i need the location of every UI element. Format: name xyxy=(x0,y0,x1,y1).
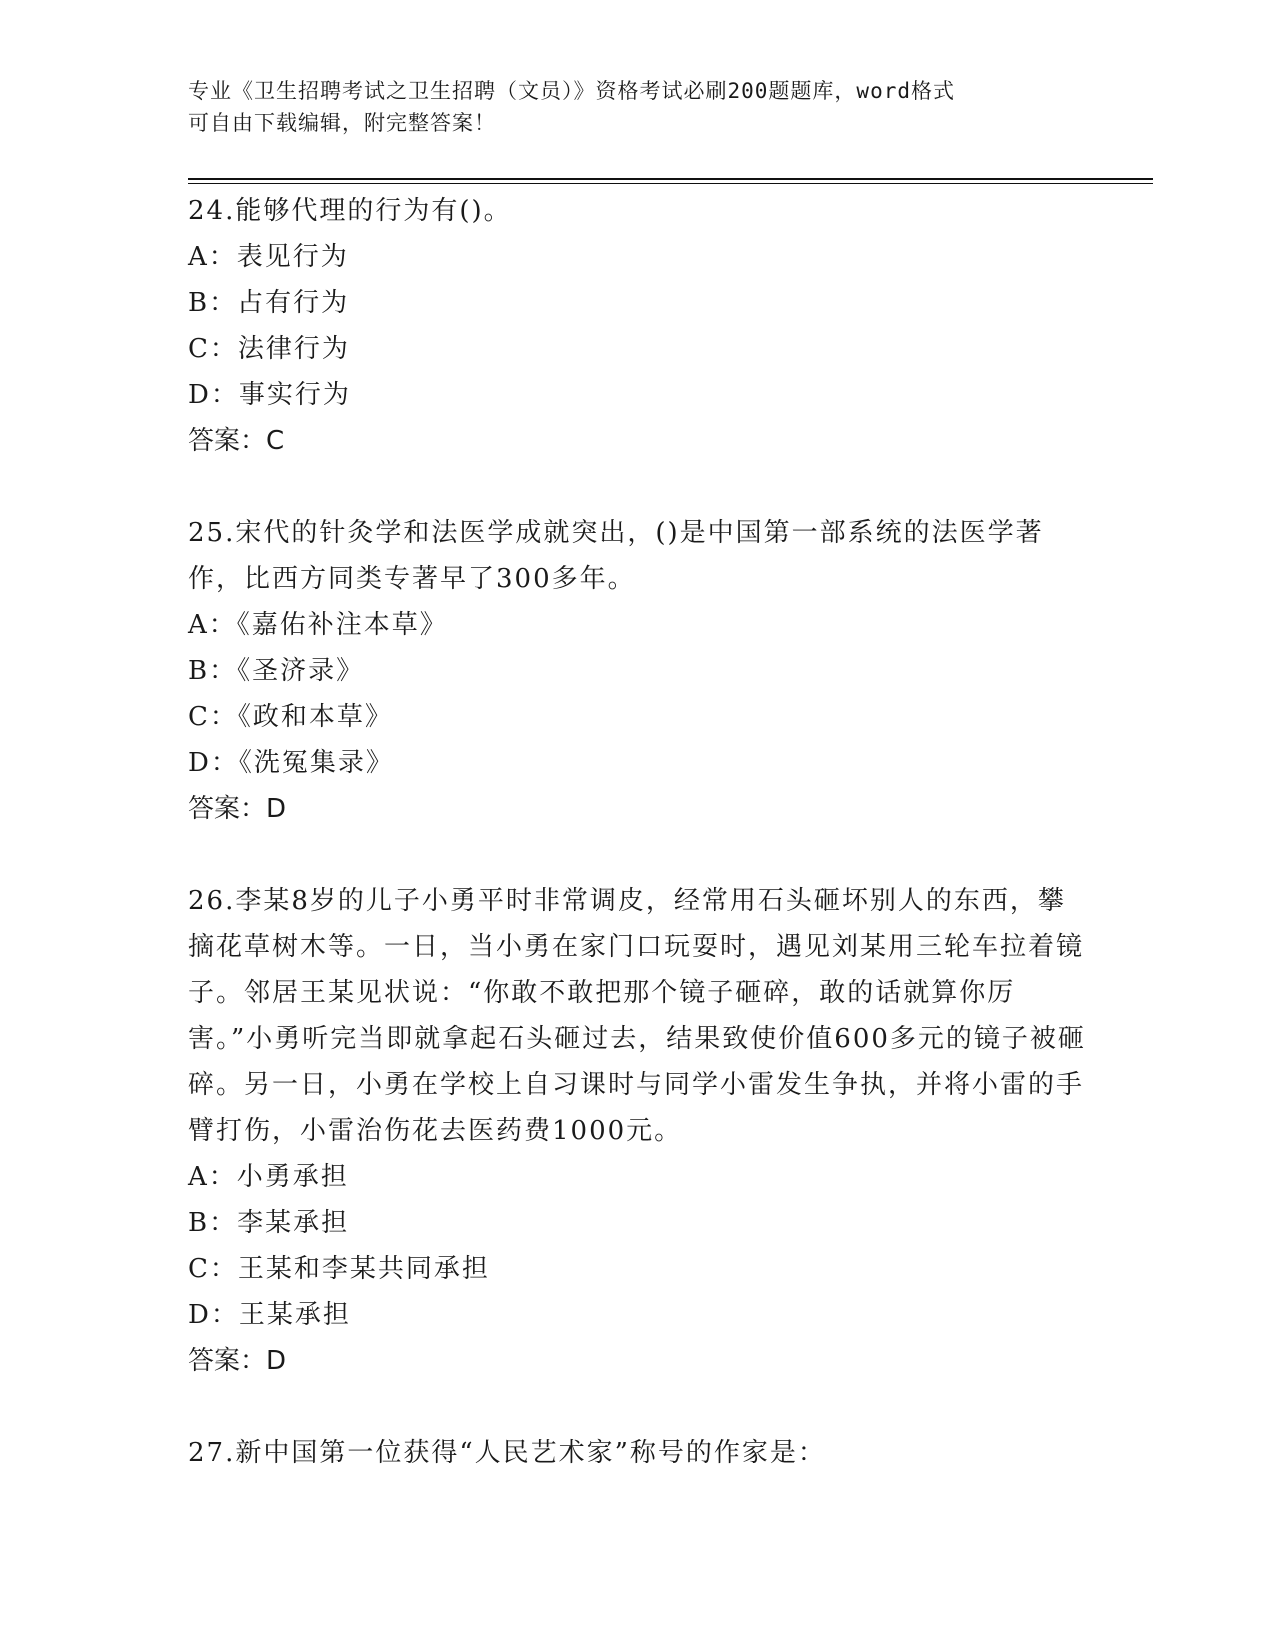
question-text: 25.宋代的针灸学和法医学成就突出，()是中国第一部系统的法医学著作，比西方同类专著早了300多年。 xyxy=(188,518,1044,594)
option-a: A：表见行为 xyxy=(188,242,349,272)
option-b: B：占有行为 xyxy=(188,288,350,318)
option-d: D：事实行为 xyxy=(188,380,351,410)
option-d: D：王某承担 xyxy=(188,1300,351,1330)
answer-line: 答案：D xyxy=(188,794,287,824)
answer-line: 答案：D xyxy=(188,1346,287,1376)
option-a: A：《嘉佑补注本草》 xyxy=(188,610,448,640)
option-b: B：李某承担 xyxy=(188,1208,350,1238)
option-b: B：《圣济录》 xyxy=(188,656,365,686)
option-c: C：王某和李某共同承担 xyxy=(188,1254,490,1284)
document-header xyxy=(188,75,1068,139)
question-text: 24.能够代理的行为有()。 xyxy=(188,196,512,226)
option-c: C：法律行为 xyxy=(188,334,350,364)
question-text: 27.新中国第一位获得“人民艺术家”称号的作家是： xyxy=(188,1438,826,1468)
answer-line: 答案：C xyxy=(188,426,285,456)
question-24 xyxy=(188,188,1088,464)
option-a: A：小勇承担 xyxy=(188,1162,349,1192)
header-line-1: 专业《卫生招聘考试之卫生招聘（文员）》资格考试必刷200题题库，word格式 xyxy=(188,79,955,103)
header-line-2: 可自由下载编辑，附完整答案！ xyxy=(188,111,496,135)
header-divider-thin xyxy=(188,183,1153,184)
question-27 xyxy=(188,1430,1088,1476)
option-c: C：《政和本草》 xyxy=(188,702,393,732)
question-list xyxy=(188,188,1088,1522)
option-d: D：《洗冤集录》 xyxy=(188,748,394,778)
question-26 xyxy=(188,878,1088,1384)
question-25 xyxy=(188,510,1088,832)
header-divider-thick xyxy=(188,178,1153,180)
question-text: 26.李某8岁的儿子小勇平时非常调皮，经常用石头砸坏别人的东西，攀摘花草树木等。一日，当小勇在家门口玩耍时，遇见刘某用三轮车拉着镜子。邻居王某见状说：“你敢不敢把那个镜子砸碎，敢的话就算你厉害。”小勇听完当即就拿起石头砸过去，结果致使价值600多元的镜子被砸碎。另一日，小勇在学校上自习课时与同学小雷发生争执，并将小雷的手臂打伤，小雷治伤花去医药费1000元。 xyxy=(188,886,1086,1146)
